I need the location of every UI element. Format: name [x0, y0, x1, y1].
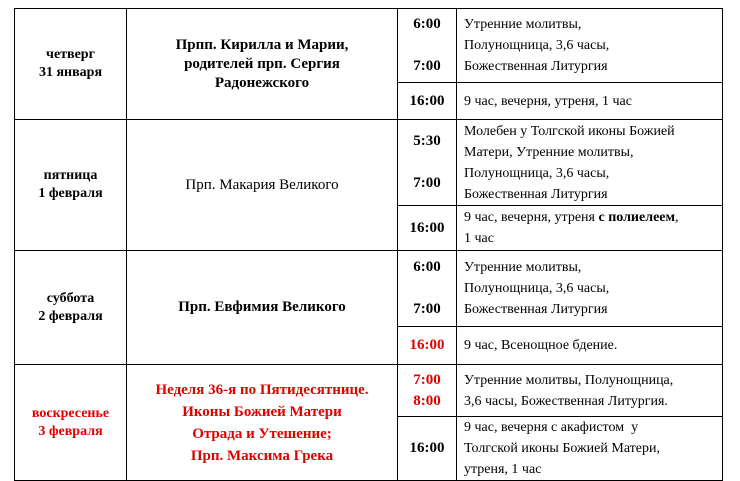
- service-time: 8:00: [413, 392, 441, 409]
- saint-line: Прп. Евфимия Великого: [178, 299, 346, 315]
- saint-line: Иконы Божией Матери: [182, 403, 342, 420]
- service-cell: [457, 251, 723, 327]
- service-line: 3,6 часы, Божественная Литургия.: [464, 393, 668, 409]
- weekday: четверг: [46, 47, 95, 62]
- saint-line: Отрада и Утешение;: [192, 425, 332, 442]
- service-line: 9 час, вечерня с акафистом у: [464, 420, 639, 435]
- service-line: 1 час: [464, 231, 494, 246]
- service-line: Полунощница, 3,6 часы,: [464, 281, 610, 296]
- day-row-sunday-morning: [15, 365, 723, 417]
- service-line: Матери, Утренние молитвы,: [464, 144, 634, 160]
- service-time: 6:00: [413, 259, 441, 275]
- day-row-saturday-morning: [15, 251, 723, 327]
- date: 2 февраля: [38, 308, 103, 324]
- service-time: 7:00: [413, 371, 441, 388]
- saint-line: родителей прп. Сергия: [184, 55, 340, 72]
- service-cell: [457, 83, 723, 120]
- time-cell: [398, 120, 457, 206]
- saint-line: Прп. Макария Великого: [185, 177, 339, 193]
- saint-line: Неделя 36-я по Пятидесятнице.: [155, 381, 369, 398]
- service-line: 9 час, Всенощное бдение.: [464, 338, 618, 353]
- time-cell: [398, 9, 457, 83]
- day-row-friday-morning: [15, 120, 723, 206]
- service-line: утреня, 1 час: [464, 462, 542, 477]
- date: 1 февраля: [38, 186, 103, 201]
- service-time: 16:00: [398, 83, 457, 120]
- service-cell: [457, 327, 723, 365]
- service-cell: [457, 206, 723, 251]
- polyeleos-label: с полиелеем: [598, 210, 676, 225]
- service-time: 16:00: [398, 206, 457, 251]
- time-cell: [398, 365, 457, 417]
- day-cell: [15, 120, 127, 251]
- service-time: 6:00: [413, 16, 441, 32]
- weekday: воскресенье: [31, 405, 110, 421]
- day-cell: [15, 9, 127, 120]
- schedule-table: [14, 8, 723, 481]
- service-line: Утренние молитвы,: [464, 260, 582, 275]
- service-time: 5:30: [413, 133, 441, 149]
- saint-line: Прпп. Кирилла и Марии,: [175, 36, 349, 53]
- weekday: пятница: [43, 168, 98, 183]
- service-line: 9 час, вечерня, утреня с полиелеем,: [464, 210, 679, 225]
- service-cell: [457, 9, 723, 83]
- service-time: 16:00: [398, 327, 457, 365]
- day-row-thursday-morning: [15, 9, 723, 83]
- weekday: суббота: [46, 290, 95, 306]
- service-line: Утренние молитвы,: [464, 17, 582, 32]
- service-line: 9 час, вечерня, утреня, 1 час: [464, 93, 632, 109]
- service-time: 16:00: [398, 417, 457, 481]
- saint-line: Радонежского: [214, 74, 310, 91]
- service-time: 7:00: [413, 175, 441, 191]
- date: 3 февраля: [38, 423, 103, 439]
- time-cell: [398, 251, 457, 327]
- service-cell: [457, 120, 723, 206]
- service-line: Полунощница, 3,6 часы,: [464, 38, 610, 53]
- service-line: Толгской иконы Божией Матери,: [464, 441, 661, 456]
- service-line: Полунощница, 3,6 часы,: [464, 165, 610, 181]
- service-line: Молебен у Толгской иконы Божией: [464, 123, 675, 139]
- saint-line: Прп. Максима Грека: [190, 447, 334, 464]
- service-cell: [457, 417, 723, 481]
- service-time: 7:00: [413, 301, 441, 317]
- saint-cell: [127, 365, 398, 481]
- service-line: Божественная Литургия: [464, 186, 608, 202]
- saint-cell: [127, 120, 398, 251]
- day-cell: [15, 365, 127, 481]
- day-cell: [15, 251, 127, 365]
- service-line: Утренние молитвы, Полунощница,: [464, 372, 674, 388]
- service-cell: [457, 365, 723, 417]
- service-line: Божественная Литургия: [464, 59, 608, 74]
- saint-cell: [127, 251, 398, 365]
- service-line: Божественная Литургия: [464, 302, 608, 317]
- saint-cell: [127, 9, 398, 120]
- date: 31 января: [38, 65, 103, 80]
- service-time: 7:00: [413, 58, 441, 74]
